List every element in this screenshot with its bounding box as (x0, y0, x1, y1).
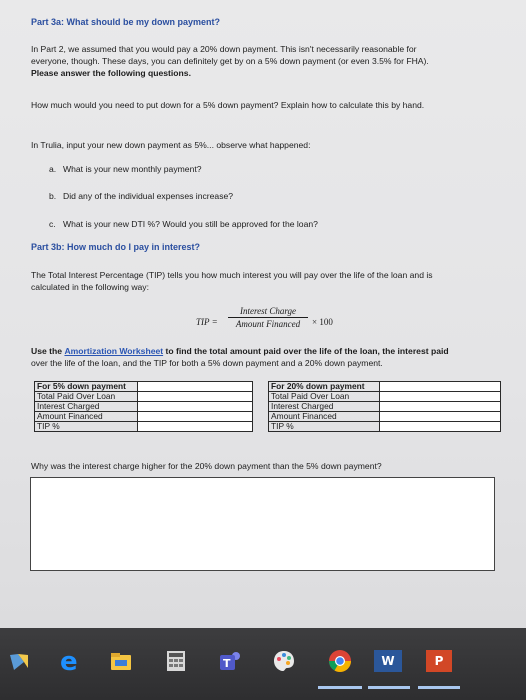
file-explorer-icon[interactable] (8, 650, 30, 672)
table-5-value-amount-financed[interactable] (138, 412, 253, 422)
table-20-value-interest[interactable] (380, 402, 501, 412)
item-b-marker: b. (49, 191, 57, 201)
formula-denominator: Amount Financed (235, 319, 301, 329)
item-a-text: What is your new monthly payment? (63, 164, 202, 174)
table-5-value-interest[interactable] (138, 402, 253, 412)
table-20-header: For 20% down payment (269, 382, 380, 392)
powerpoint-icon[interactable]: P (426, 650, 452, 672)
item-c-marker: c. (49, 219, 56, 229)
tip-line-1: The Total Interest Percentage (TIP) tells you how much interest you will pay over the life of the loan and is (31, 270, 433, 280)
use-suffix: to find the total amount paid over the life of the loan, the interest paid (165, 346, 449, 356)
table-5-value-total-paid[interactable] (138, 392, 253, 402)
part3b-heading: Part 3b: How much do I pay in interest? (31, 242, 201, 252)
question-why-interest: Why was the interest charge higher for the 20% down payment than the 5% down payment? (31, 461, 382, 471)
item-b-text: Did any of the individual expenses increase? (63, 191, 234, 201)
formula-lhs: TIP = (196, 317, 218, 327)
table-20-value-tip[interactable] (380, 422, 501, 432)
question-down-payment: How much would you need to put down for a 5% down payment? Explain how to calculate this by hand. (31, 100, 425, 110)
trulia-instruction: In Trulia, input your new down payment as 5%... observe what happened: (31, 140, 311, 150)
formula-numerator: Interest Charge (228, 306, 308, 318)
intro-line-1: In Part 2, we assumed that you would pay a 20% down payment. This isn't necessarily reasonable for (31, 44, 417, 54)
intro-line-2: everyone, though. These days, you can definitely get by on a 5% down payment (or even 3.5% for FHA). (31, 56, 429, 66)
powerpoint-active-indicator (418, 686, 460, 689)
chrome-icon[interactable] (328, 649, 352, 673)
table-5-value-tip[interactable] (138, 422, 253, 432)
table-20-value-total-paid[interactable] (380, 392, 501, 402)
edge-browser-icon[interactable] (58, 648, 84, 674)
table-20-value-amount-financed[interactable] (380, 412, 501, 422)
table-row (269, 402, 501, 412)
item-a-marker: a. (49, 164, 57, 174)
svg-text:e: e (60, 648, 78, 674)
table-20-header-value[interactable] (380, 382, 501, 392)
use-worksheet-line-1 (31, 346, 449, 357)
table-row (35, 402, 253, 412)
table-row (269, 392, 501, 402)
word-active-indicator (368, 686, 410, 689)
table-row (35, 392, 253, 402)
table-row (269, 412, 501, 422)
table-row (35, 422, 253, 432)
table-5-header-value[interactable] (138, 382, 253, 392)
table-20-label-amount-financed: Amount Financed (269, 412, 380, 422)
table-row (35, 382, 253, 392)
folder-icon[interactable] (110, 652, 132, 672)
amortization-worksheet-link[interactable]: Amortization Worksheet (64, 346, 164, 356)
table-5-percent (34, 381, 253, 432)
word-icon[interactable]: W (374, 650, 402, 672)
table-20-label-interest: Interest Charged (269, 402, 380, 412)
paint-palette-icon[interactable] (272, 649, 296, 673)
calculator-icon[interactable] (166, 650, 186, 672)
table-5-label-total-paid: Total Paid Over Loan (35, 392, 138, 402)
table-20-label-tip: TIP % (269, 422, 380, 432)
table-20-percent (268, 381, 501, 432)
formula-multiplier: × 100 (312, 317, 333, 327)
table-5-label-amount-financed: Amount Financed (35, 412, 138, 422)
use-worksheet-line-2: over the life of the loan, and the TIP for both a 5% down payment and a 20% down payment. (31, 358, 383, 368)
intro-line-3: Please answer the following questions. (31, 68, 191, 78)
formula-fraction (228, 306, 308, 329)
item-c-text: What is your new DTI %? Would you still be approved for the loan? (63, 219, 318, 229)
table-5-label-tip: TIP % (35, 422, 138, 432)
table-row (35, 412, 253, 422)
table-row (269, 422, 501, 432)
table-5-header: For 5% down payment (35, 382, 138, 392)
table-20-label-total-paid: Total Paid Over Loan (269, 392, 380, 402)
svg-text:T: T (223, 657, 231, 670)
teams-icon[interactable] (218, 648, 244, 674)
table-5-label-interest: Interest Charged (35, 402, 138, 412)
answer-box[interactable] (30, 477, 495, 571)
part3a-heading: Part 3a: What should be my down payment? (31, 17, 221, 27)
table-row (269, 382, 501, 392)
tip-line-2: calculated in the following way: (31, 282, 149, 292)
use-prefix: Use the (31, 346, 63, 356)
chrome-active-indicator (318, 686, 362, 689)
